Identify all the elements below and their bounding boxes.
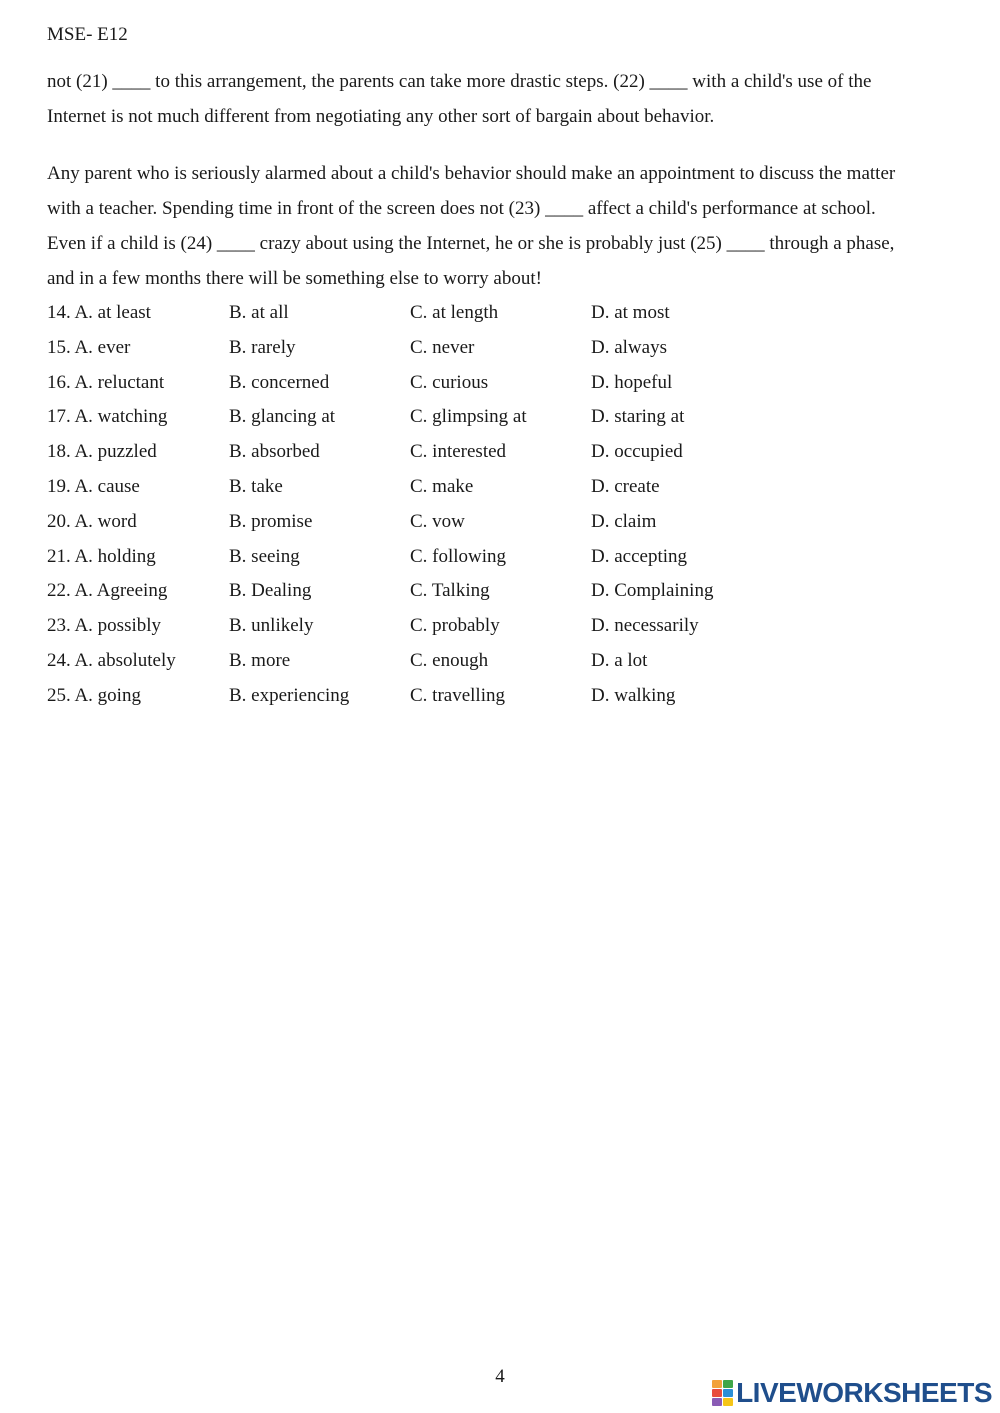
option-c: C. make bbox=[410, 475, 474, 497]
option-c: C. enough bbox=[410, 649, 489, 671]
option-a: 22. A. Agreeing bbox=[47, 580, 168, 602]
option-b: B. rarely bbox=[229, 336, 296, 358]
option-b: B. at all bbox=[229, 302, 289, 323]
option-a: 21. A. holding bbox=[47, 545, 156, 567]
passage-line: with a teacher. Spending time in front of the screen does not (23) ____ affect a child's performance at school. bbox=[47, 198, 876, 219]
option-b: B. unlikely bbox=[229, 615, 314, 637]
question-row bbox=[47, 435, 953, 470]
option-d: D. Complaining bbox=[591, 580, 714, 602]
option-c: C. curious bbox=[410, 371, 489, 393]
page-number: 4 bbox=[495, 1366, 505, 1387]
option-c: C. at length bbox=[410, 302, 499, 323]
option-b: B. concerned bbox=[229, 371, 330, 393]
option-d: D. accepting bbox=[591, 545, 688, 567]
option-d: D. claim bbox=[591, 510, 657, 532]
option-c: C. glimpsing at bbox=[410, 406, 527, 428]
option-d: D. staring at bbox=[591, 406, 685, 428]
question-row bbox=[47, 296, 953, 331]
passage-line: not (21) ____ to this arrangement, the parents can take more drastic steps. (22) ____ with a child's use of the bbox=[47, 71, 872, 92]
option-d: D. occupied bbox=[591, 441, 683, 463]
passage-line: Any parent who is seriously alarmed about a child's behavior should make an appointment to discuss the matter bbox=[47, 163, 896, 184]
question-row bbox=[47, 331, 953, 366]
liveworksheets-logo[interactable] bbox=[712, 1376, 992, 1410]
logo-text: LIVEWORKSHEETS bbox=[736, 1377, 992, 1408]
option-c: C. vow bbox=[410, 510, 465, 532]
question-row bbox=[47, 679, 953, 714]
passage-paragraph-2 bbox=[47, 156, 953, 296]
question-row bbox=[47, 540, 953, 575]
logo-tile bbox=[723, 1380, 733, 1388]
option-c: C. never bbox=[410, 336, 475, 358]
logo-tile bbox=[712, 1389, 722, 1397]
option-b: B. Dealing bbox=[229, 580, 312, 602]
option-b: B. absorbed bbox=[229, 441, 320, 463]
option-d: D. hopeful bbox=[591, 371, 673, 393]
passage-line: and in a few months there will be something else to worry about! bbox=[47, 268, 542, 289]
question-list bbox=[47, 296, 953, 714]
option-c: C. travelling bbox=[410, 684, 505, 706]
option-a: 14. A. at least bbox=[47, 302, 151, 323]
option-a: 18. A. puzzled bbox=[47, 441, 157, 463]
passage-line: Even if a child is (24) ____ crazy about using the Internet, he or she is probably just (25) ____ through a phase, bbox=[47, 233, 895, 254]
option-d: D. at most bbox=[591, 302, 670, 323]
logo-tile bbox=[712, 1398, 722, 1406]
logo-tile bbox=[723, 1389, 733, 1397]
option-a: 17. A. watching bbox=[47, 406, 168, 428]
option-c: C. probably bbox=[410, 615, 500, 637]
option-a: 16. A. reluctant bbox=[47, 371, 165, 393]
option-b: B. glancing at bbox=[229, 406, 336, 428]
option-d: D. walking bbox=[591, 684, 676, 706]
question-row bbox=[47, 609, 953, 644]
question-row bbox=[47, 505, 953, 540]
logo-tile bbox=[712, 1380, 722, 1388]
option-a: 20. A. word bbox=[47, 510, 137, 532]
option-d: D. always bbox=[591, 336, 667, 358]
option-a: 24. A. absolutely bbox=[47, 649, 176, 671]
liveworksheets-logo-icon bbox=[712, 1380, 734, 1406]
question-row bbox=[47, 470, 953, 505]
option-d: D. necessarily bbox=[591, 615, 699, 637]
option-a: 23. A. possibly bbox=[47, 615, 162, 637]
option-b: B. experiencing bbox=[229, 684, 350, 706]
option-b: B. take bbox=[229, 475, 283, 497]
option-c: C. following bbox=[410, 545, 507, 567]
logo-tile bbox=[723, 1398, 733, 1406]
question-row bbox=[47, 366, 953, 401]
question-row bbox=[47, 574, 953, 609]
option-a: 15. A. ever bbox=[47, 336, 131, 358]
option-b: B. seeing bbox=[229, 545, 300, 567]
question-row bbox=[47, 400, 953, 435]
option-a: 19. A. cause bbox=[47, 475, 140, 497]
option-d: D. create bbox=[591, 475, 660, 497]
option-a: 25. A. going bbox=[47, 684, 141, 706]
option-b: B. more bbox=[229, 649, 291, 671]
question-row bbox=[47, 644, 953, 679]
option-d: D. a lot bbox=[591, 649, 648, 671]
option-c: C. Talking bbox=[410, 580, 490, 602]
document-code: MSE- E12 bbox=[47, 24, 128, 45]
passage-line: Internet is not much different from negotiating any other sort of bargain about behavior. bbox=[47, 106, 715, 127]
option-c: C. interested bbox=[410, 441, 507, 463]
passage-paragraph-1 bbox=[47, 64, 953, 134]
option-b: B. promise bbox=[229, 510, 313, 532]
